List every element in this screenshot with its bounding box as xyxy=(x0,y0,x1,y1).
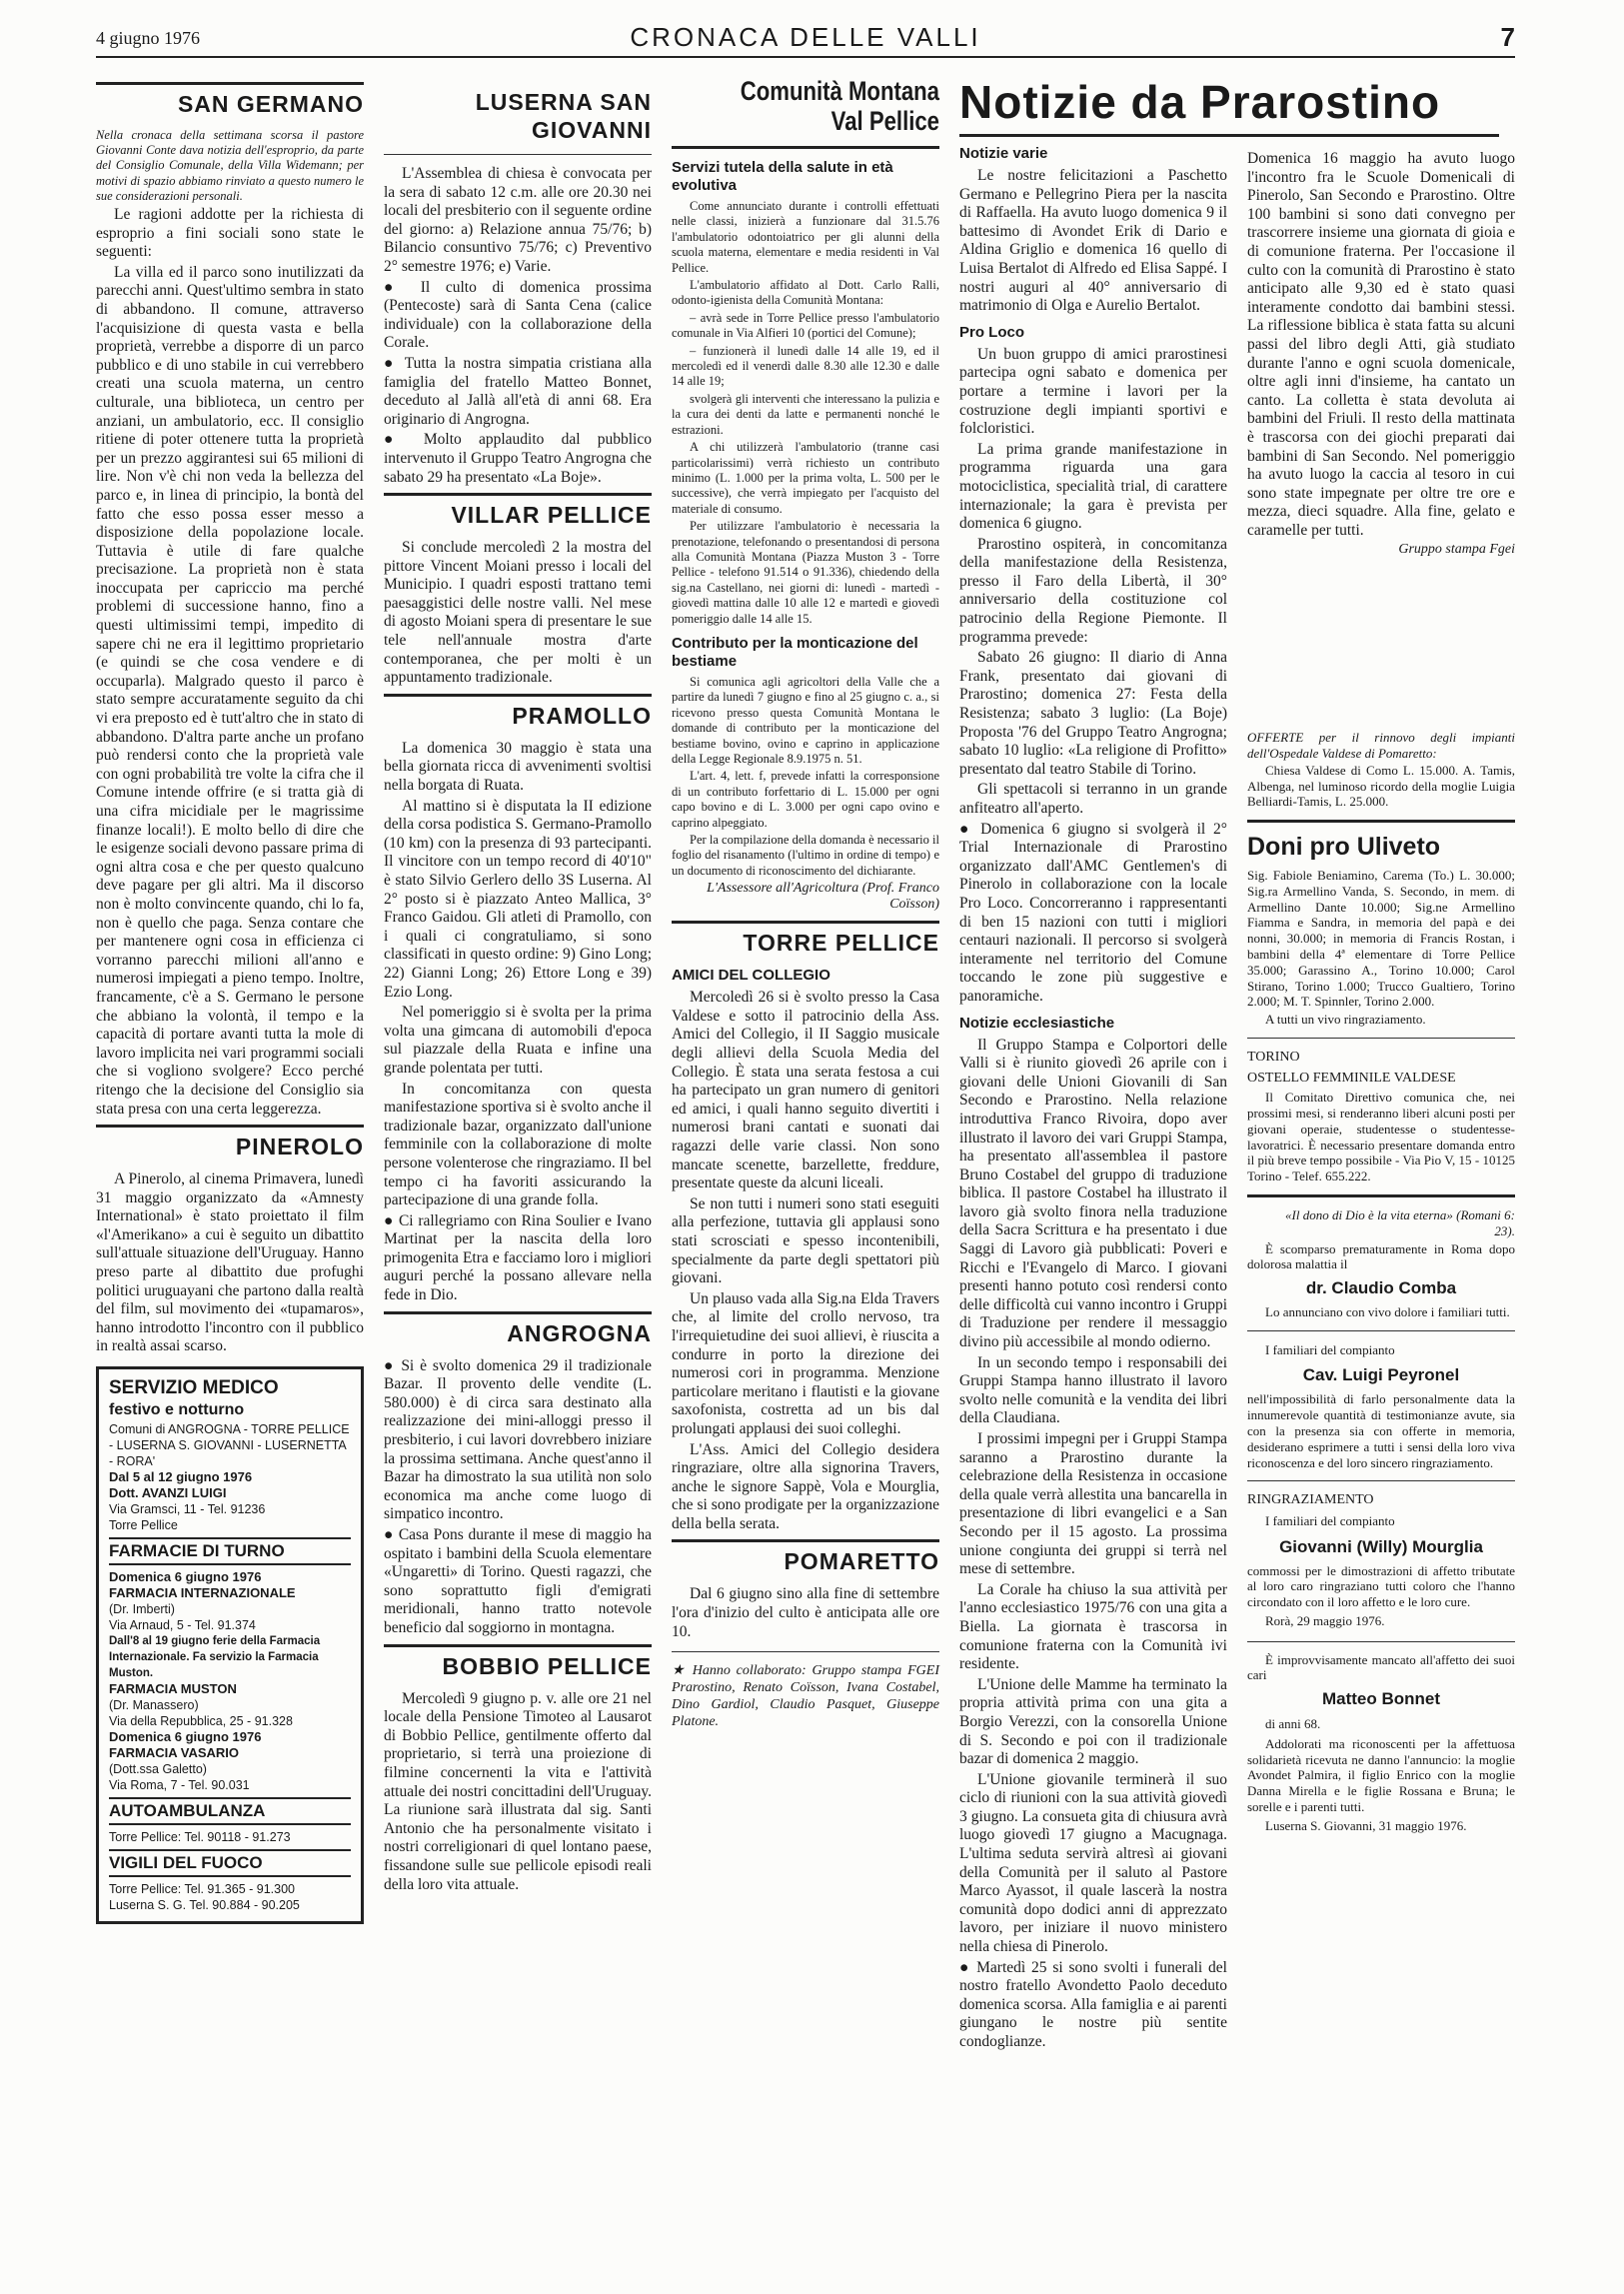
heading-pomaretto: POMARETTO xyxy=(672,1539,939,1575)
box-text: (Dr. Imberti) xyxy=(109,1602,175,1617)
column-2 xyxy=(384,76,652,2275)
heading-prarostino: Notizie da Prarostino xyxy=(959,76,1499,137)
paragraph: ● Tutta la nostra simpatia cristiana alla famiglia del fratello Matteo Bonnet, deceduto al Jallà all'età di anni 68. Era originario di Angrogna. xyxy=(384,355,652,429)
obituary-text: Lo annunciano con vivo dolore i familiari tutti. xyxy=(1265,1304,1510,1320)
paragraph: L'art. 4, lett. f, prevede infatti la corresponsione di un contributo forfettario di L. 15.000 per ogni capo bovino e di L. 3.000 per ogni capo ovino e caprino alpeggiato. xyxy=(672,769,939,830)
obituary-name: dr. Claudio Comba xyxy=(1305,1278,1457,1298)
paragraph: Dal 6 giugno sino alla fine di settembre l'ora d'inizio del culto è anticipata alle ore 10. xyxy=(672,1585,939,1640)
collaborators-note: ★ Hanno collaborato: Gruppo stampa FGEI Prarostino, Renato Coïsson, Ivana Costabel, Dino Gardiol, Claudio Pasquet, Giuseppe Platone. xyxy=(672,1662,939,1730)
ringraziamento-heading: RINGRAZIAMENTO xyxy=(1247,1492,1374,1508)
newspaper-section-title: CRONACA DELLE VALLI xyxy=(630,22,981,52)
subheading: Notizie ecclesiastiche xyxy=(959,1014,1115,1032)
box-subtitle: festivo e notturno xyxy=(109,1401,245,1419)
paragraph: ● Molto applaudito dal pubblico intervenuto il Gruppo Teatro Angrogna che sabato 29 ha presentato «La Boje». xyxy=(384,431,652,487)
bible-quote: «Il dono di Dio è la vita eterna» (Romani 6: 23). xyxy=(1285,1206,1515,1238)
paragraph: In concomitanza con questa manifestazione sportiva si è svolto anche il tradizionale bazar, organizzato dall'unione femminile con la collaborazione di molte persone volenterose che ringraziamo. Il bel tempo ci ha favoriti assicurando la partecipazione di una grande folla. xyxy=(384,1080,652,1209)
obituary-text: Addolorati ma riconoscenti per la affettuosa solidarietà ricevuta ne danno l'annuncio: la moglie Avondet Palmira, il figlio Enrico con la moglie Danna Mirella e le figlie Rossana e Bruna; le sorelle e i parenti tutti. xyxy=(1247,1735,1515,1815)
paragraph: Domenica 16 maggio ha avuto luogo l'incontro fra le Scuole Domenicali di Pinerolo, San Secondo e Prarostino. Oltre 100 bambini si sono dati convegno per trascorrere insieme una giornata di gioia e di comunione fraterna. Per l'occasione il culto con la comunità di Prarostino è stato anticipato alle 9,30 ed è stato quasi interamente condotto dai bambini stessi. La riflessione biblica è stata fatta su alcuni passi del libro degli Atti, già studiato durante l'anno e ogni scuola domenicale, oltre agli inni d'insieme, ha cantato un canto. La colletta è stata devoluta ai bambini del Friuli. Il resto della mattinata è trascorsa con dei giochi preparati dai bambini di San Secondo. Nel pomeriggio ha avuto luogo la caccia al tesoro in cui sono state impegnate per oltre tre ore e mezza, dieci squadre. Alla fine, gelato e caramelle per tutti. xyxy=(1247,150,1515,539)
paragraph: Un buon gruppo di amici prarostinesi partecipa ogni sabato e domenica per portare a termine i lavori per la costruzione degli impianti sportivi e folcloristici. xyxy=(959,345,1227,438)
paragraph: svolgerà gli interventi che interessano la pulizia e la cura dei denti da latte e permanenti nonché le estrazioni. xyxy=(672,391,939,437)
signature: Gruppo stampa Fgei xyxy=(1398,542,1515,558)
subheading: Servizi tutela della salute in età evolutiva xyxy=(672,159,893,194)
box-text: Comuni di ANGROGNA - TORRE PELLICE - LUSERNA S. GIOVANNI - LUSERNETTA - RORA' xyxy=(109,1422,350,1469)
paragraph: Per la compilazione della domanda è necessario il foglio del risanamento (l'ultimo in ordine di tempo) e un documento di riconoscimento del dichiarante. xyxy=(672,833,939,878)
paragraph: Nel pomeriggio si è svolta per la prima volta una gimcana di automobili d'epoca sul piazzale della Ruata e infine una grande polentata per tutti. xyxy=(384,1004,652,1077)
obituary-place: Luserna S. Giovanni, 31 maggio 1976. xyxy=(1265,1817,1467,1833)
subheading: Contributo per la monticazione del bestiame xyxy=(672,634,918,670)
paragraph: L'Unione giovanile terminerà il suo ciclo di riunioni con la sua attività giovedì 3 giugno. La consueta gita di chiusura avrà luogo giovedì 17 giugno a Macugnaga. L'ultima seduta servirà altresì ai giovani della Comunità per il saluto al Pastore Marco Ayassot, il quale lascerà la nostra comunità dopo dodici anni di apprezzato lavoro, per iniziare il nuovo ministero nella chiesa di Pinerolo. xyxy=(959,1770,1227,1956)
issue-date: 4 giugno 1976 xyxy=(96,28,201,48)
paragraph: Si comunica agli agricoltori della Valle che a partire da lunedì 7 giugno e fino al 25 giugno c. a., si ricevono presso questa Comunità Montana le domande di contributo per la monticazione del bestiame bovino, ovino e caprino in applicazione della Legge Regionale 8.9.1975 n. 51. xyxy=(672,674,939,766)
paragraph: ● Ci rallegriamo con Rina Soulier e Ivano Martinat per la nascita della loro primogenita Etra e facciamo loro i migliori auguri perché la possano allevare nella fede in Dio. xyxy=(384,1212,652,1305)
paragraph: – avrà sede in Torre Pellice presso l'ambulatorio comunale in Via Alfieri 10 (portici del Comune); xyxy=(672,310,939,341)
obituary-text: È improvvisamente mancato all'affetto dei suoi cari xyxy=(1247,1651,1515,1683)
thanks-text: commossi per le dimostrazioni di affetto tributate al loro caro ringraziano tutti coloro che l'hanno circondato con il loro affetto e le loro cure. xyxy=(1247,1562,1515,1610)
box-text: (Dr. Manassero) xyxy=(109,1698,199,1713)
paragraph: In un secondo tempo i responsabili dei Gruppi Stampa hanno illustrato il lavoro svolto nelle comunità e la vendita dei libri della Claudiana. xyxy=(959,1353,1227,1427)
paragraph: Al mattino si è disputata la II edizione della corsa podistica S. Germano-Pramollo (10 km) con la presenza di 93 partecipanti. Il vincitore con un tempo record di 40'10" è stato Silvio Gerlero dello 3S Luserna. Al 2° posto si è piazzato Anteo Mallica, 3° Franco Gaidou. Gli atleti di Pramollo, con i quali ci congratuliamo, si sono classificati in questo ordine: 9) Gino Long; 22) Gianni Long; 26) Ettore Long e 39) Ezio Long. xyxy=(384,797,652,1001)
box-doctor: Dott. AVANZI LUIGI xyxy=(109,1485,227,1501)
box-section-title: AUTOAMBULANZA xyxy=(109,1797,351,1825)
ostello-heading: OSTELLO FEMMINILE VALDESE xyxy=(1247,1070,1456,1086)
paragraph: Come annunciato durante i controlli effettuati nelle classi, inizierà a funzionare dal 31.5.76 l'ambulatorio odontoiatrico per gli alunni della scuola materna, elementare e media residenti in Val Pellice. xyxy=(672,199,939,275)
obituary-text: È scomparso prematuramente in Roma dopo dolorosa malattia il xyxy=(1247,1240,1515,1272)
heading-comunita-montana: Comunità Montana Val Pellice xyxy=(740,76,939,136)
box-text: Torre Pellice: Tel. 90118 - 91.273 xyxy=(109,1830,291,1845)
heading-angrogna: ANGROGNA xyxy=(384,1311,652,1347)
column-3 xyxy=(672,76,939,2275)
paragraph: Prarostino ospiterà, in concomitanza della manifestazione della Resistenza, presso il Faro della Libertà, il 30° anniversario della costituzione col patrocinio della Regione Piemonte. Il programma prevede: xyxy=(959,535,1227,646)
box-dates: Dal 5 al 12 giugno 1976 xyxy=(109,1469,253,1485)
ostello-text: Il Comitato Direttivo comunica che, nei prossimi mesi, si renderanno liberi alcuni posti per giovani operaie, studentesse o studentesse-lavoratrici. È necessario presentare domanda entro il più breve tempo possibile - Via Pio V, 15 - 10125 Torino - Telef. 655.222. xyxy=(1247,1090,1515,1184)
paragraph: Gli spettacoli si terranno in un grande anfiteatro all'aperto. xyxy=(959,781,1227,817)
thanks-intro: I familiari del compianto xyxy=(1265,1341,1395,1357)
intro-note: Nella cronaca della settimana scorsa il pastore Giovanni Conte dava notizia dell'esproprio, da parte del Consiglio Comunale, della Villa Widemann; per motivi di spazio abbiamo rinviato a questo numero le sue considerazioni personali. xyxy=(96,128,364,203)
paragraph: ● Il culto di domenica prossima (Pentecoste) sarà di Santa Cena (calice individuale) con la collaborazione della Corale. xyxy=(384,279,652,353)
thanks-text: nell'impossibilità di farlo personalmente data la innumerevole quantità di testimonianze avute, sia con la presenza sia con offerte in memoria, desiderano esprimere a tutti i sensi della loro viva riconoscenza e del loro sincero ringraziamento. xyxy=(1247,1391,1515,1470)
heading-doni-pro-uliveto: Doni pro Uliveto xyxy=(1247,832,1441,861)
box-text: Via Gramsci, 11 - Tel. 91236 xyxy=(109,1502,266,1517)
paragraph: La Corale ha chiuso la sua attività per l'anno ecclesiastico 1975/76 con una gita a Biella. La giornata è trascorsa in comunione fraterna con la Comunità ivi residente. xyxy=(959,1580,1227,1673)
paragraph: La villa ed il parco sono inutilizzati da parecchi anni. Quest'ultimo sembra in stato di abbandono. Il comune, attraverso l'acquisizione di questa vasta e bella proprietà, verrebbe a disporre di un parco pubblico e di uno stabile in cui verrebbero creati una scuola materna, un centro culturale, una biblioteca, un centro per anziani, un ambulatorio, ecc. Il consiglio ritiene di poter ottenere tutta la proprietà per un prezzo aggirantesi sui 65 milioni di lire. Non v'è chi non veda la bellezza del parco e, in linea di principio, la bontà del fatto che esso possa esser messo a disposizione della popolazione locale. Tuttavia è utile di fare qualche precisazione. La proprietà non è stata inoccupata per capriccio ma perché problemi di successione hanno, fino a questi ultimissimi tempi, impedito di sapere chi ne era il legittimo proprietario (e quindi se che cosa vendere e di occuparla). Malgrado questo il parco è stato sempre accuratamente seguito da chi vi era preposto ed è tutt'altro che in stato di abbandono. D'altra parte anche un profano può rendersi conto che la proprietà vale con ogni probabilità tre volte la cifra che il Comune intende offrire (e si tratta già di una cifra micidiale per le magrissime finanze locali!). E molto bello di dire che le esigenze sociali devono passare prima di ogni altra cosa e che per questo qualcuno deve pagare per gli altri. Ma il discorso non è molto convincente quando, chi lo fa, non è quello che paga. Senza contare che per mantenere ogni cosa in efficienza ci vorranno parecchi milioni all'anno e numerosi impiegati a pieno tempo. Inoltre, francamente, c'è a S. Germano le persone che abbiano la volontà, il tempo e la capacità di portare avanti tutta la mole di lavoro implicita nei vari programmi sociali che si vogliono svolgere? Ecco perché ritengo che la decisione del Consiglio sia stata presa con una certa leggerezza. xyxy=(96,263,364,1118)
paragraph: Se non tutti i numeri sono stati eseguiti alla perfezione, tuttavia gli applausi sono stati scrosciati e spesso incontenibili, specialmente da parte degli spettatori più giovani. xyxy=(672,1194,939,1287)
box-pharmacy: FARMACIA MUSTON xyxy=(109,1681,237,1697)
box-section-title: FARMACIE DI TURNO xyxy=(109,1537,351,1565)
heading-bobbio-pellice: BOBBIO PELLICE xyxy=(384,1644,652,1680)
doni-thanks: A tutti un vivo ringraziamento. xyxy=(1265,1012,1426,1028)
paragraph: Si conclude mercoledì 2 la mostra del pittore Vincent Moiani presso i locali del Municipio. I quadri esposti trattano temi paesaggistici delle nostre valli. Nel mese di agosto Moiani spera di presentare le sue tele nell'annuale mostra d'arte contemporanea, che per molti è un appuntamento tradizionale. xyxy=(384,539,652,687)
medical-service-box xyxy=(96,1366,364,1924)
heading-san-germano: SAN GERMANO xyxy=(96,82,364,118)
prarostino-title-wrap xyxy=(959,76,1499,137)
paragraph: ● Domenica 6 giugno si svolgerà il 2° Trial Internazionale di Prarostino organizzato dall'AMC Gentlemen's di Pinerolo in collaborazione con la locale Pro Loco. Concorreranno i rappresentanti di ben 15 nazioni con tutti i migliori centauri nazionali. Il percorso si svolgerà interamente nel territorio del Comune toccando le zone più suggestive e panoramiche. xyxy=(959,821,1227,1007)
paragraph: A chi utilizzerà l'ambulatorio (tranne casi particolarissimi) verrà richiesto un contributo minimo (L. 1.000 per la prima volta, L. 500 per le successive), che verrà impiegato per l'acquisto del materiale di consumo. xyxy=(672,440,939,516)
doni-text: Sig. Fabiole Beniamino, Carema (To.) L. 30.000; Sig.ra Armellino Vanda, S. Secondo, in mem. di Armellino Dante 10.000; Sig.ne Armellino Fiamma e Sandra, in memoria del papà e dei nonni, 30.000; in memoria di Francis Rostan, i bambini della 4ª elementare di Torre Pellice 35.000; Garassino A., Torino 10.000; Carol Stirano, Torino 1.000; Trucco Gualtiero, Torino 2.000; M. T. Spinnler, Torino 2.000. xyxy=(1247,867,1515,1010)
offerte-text: Chiesa Valdese di Como L. 15.000. A. Tamis, Albenga, nel luminoso ricordo della moglie Luigia Belliardi-Tamis, L. 25.000. xyxy=(1247,763,1515,810)
paragraph: Per utilizzare l'ambulatorio è necessaria la prenotazione, telefonando o presentandosi di persona alla Comunità Montana (Piazza Muston 3 - Torre Pellice - telefono 91.514 o 91.336), chiedendo della sig.na Castellano, nei giorni di: lunedì - martedì - giovedì mattina dalle 10 alle 12 e martedì e giovedì pomeriggio dalle 14 alle 15. xyxy=(672,519,939,626)
box-pharmacy: FARMACIA VASARIO xyxy=(109,1745,239,1761)
box-text: Via Arnaud, 5 - Tel. 91.374 xyxy=(109,1618,256,1633)
torino-heading: TORINO xyxy=(1247,1049,1300,1065)
column-5-top xyxy=(1247,150,1515,730)
paragraph: L'Unione delle Mamme ha terminato la propria attività prima con una gita a Borgio Verezzi, con la consorella Unione di S. Secondo e poi con il tradizionale bazar di domenica 2 maggio. xyxy=(959,1675,1227,1768)
box-note: Dall'8 al 19 giugno ferie della Farmacia Internazionale. Fa servizio la Farmacia Muston. xyxy=(109,1635,321,1680)
subheading: Pro Loco xyxy=(959,323,1025,341)
paragraph: Le ragioni addotte per la richiesta di esproprio a fini sociali sono state le seguenti: xyxy=(96,206,364,261)
heading-pinerolo: PINEROLO xyxy=(96,1125,364,1160)
paragraph: Mercoledì 26 si è svolto presso la Casa Valdese e sotto il patrocinio della Ass. Amici del Collegio, il II Saggio musicale degli allievi della Scuola Media del Collegio. È stata una serata festosa a cui ha partecipato un gran numero di genitori ed amici, i quali hanno seguito divertiti i numerosi brani cantati e suonati dai ragazzi delle varie classi. Non sono mancate scenette, barzellette, freddure, presentate queste da alcuni liceali. xyxy=(672,989,939,1192)
box-text: Luserna S. G. Tel. 90.884 - 90.205 xyxy=(109,1898,300,1913)
paragraph: Il Gruppo Stampa e Colportori delle Valli si è riunito giovedì 26 aprile con i giovani delle Unioni Giovanili di San Secondo e Prarostino. Nella relazione introduttiva Franco Rivoira, dopo aver illustrato il lavoro dei vari Gruppi Stampa, ha presentato all'assemblea il pastore Bruno Costabel del gruppo di traduzione biblica. Il pastore Costabel ha illustrato il lavoro già svolto finora nella traduzione della Sacra Scrittura e ha presentato i due Saggi di Lavoro già pubblicati: Poveri e Ricchi e l'Evangelo di Marco. I giovani presenti hanno potuto così rendersi conto delle difficoltà cui vanno incontro i Gruppi di Traduzione per rendere il messaggio divino più accessibile al mondo odierno. xyxy=(959,1036,1227,1351)
heading-luserna: LUSERNA SAN GIOVANNI xyxy=(475,89,652,143)
paragraph: Le nostre felicitazioni a Paschetto Germano e Pellegrino Piera per la nascita di Raffaella. Ha avuto luogo domenica 9 il battesimo di Avondet Erik di Dario e Aldina Griglio e domenica 16 quello di Luisa Bertalot di Alfredo ed Elisa Sappé. I nostri auguri al 40° anniversario di matrimonio di Olga e Aurelio Bertalot. xyxy=(959,167,1227,315)
page-number: 7 xyxy=(1500,22,1515,52)
box-text: Torre Pellice: Tel. 91.365 - 91.300 xyxy=(109,1882,295,1897)
paragraph: L'Ass. Amici del Collegio desidera ringraziare, oltre alla signorina Travers, anche le signore Sappè, Vola e Mourglia, che si sono prodigate per la organizzazione della bella serata. xyxy=(672,1440,939,1532)
paragraph: – funzionerà il lunedì dalle 14 alle 19, ed il mercoledì ed il venerdì dalle 8.30 alle 12.30 e dalle 14 alle 19; xyxy=(672,343,939,389)
subheading: Notizie varie xyxy=(959,145,1048,162)
paragraph: I prossimi impegni per i Gruppi Stampa saranno a Prarostino durante la celebrazione della Resistenza in occasione della quale verrà allestita una bancarella in presentazione di libri evangelici e a San Secondo per il 15 agosto. La prossima unione congiunta dei gruppi si terrà nel mese di settembre. xyxy=(959,1430,1227,1578)
thanks-name: Cav. Luigi Peyronel xyxy=(1302,1365,1460,1385)
thanks-name: Giovanni (Willy) Mourglia xyxy=(1279,1536,1483,1556)
paragraph: ● Casa Pons durante il mese di maggio ha ospitato i bambini della Scuola elementare «Ungaretti» di Torino. Questi ragazzi, che sono soprattutto figli d'emigrati meridionali, hanno tratto notevole beneficio dal soggiorno in montagna. xyxy=(384,1526,652,1638)
obituary-age: di anni 68. xyxy=(1265,1716,1321,1732)
box-date: Domenica 6 giugno 1976 xyxy=(109,1729,262,1745)
paragraph: Un plauso vada alla Sig.na Elda Travers che, al limite del crollo nervoso, tra l'irrequietudine dei suoi allievi, è riuscita a condurre in porto la direzione dei numerosi cori in programma. Menzione particolare meritano i flautisti e la giovane saxofonista, costretta ad un bis dal prolungati applausi dei suoi colleghi. xyxy=(672,1289,939,1437)
offerte-title: OFFERTE per il rinnovo degli impianti dell'Ospedale Valdese di Pomaretto: xyxy=(1247,730,1515,761)
box-section-title: VIGILI DEL FUOCO xyxy=(109,1849,351,1877)
signature: L'Assessore all'Agricoltura (Prof. Franco Coïsson) xyxy=(707,881,939,913)
paragraph: ● Martedì 25 si sono svolti i funerali del nostro fratello Avondetto Paolo deceduto domenica scorsa. Alla famiglia e ai parenti giungano le nostre più sentite condoglianze. xyxy=(959,1959,1227,2052)
paragraph: L'Assemblea di chiesa è convocata per la sera di sabato 12 c.m. alle ore 20.30 nei locali del presbiterio con il seguente ordine del giorno: a) Relazione annua 75/76; b) Bilancio consuntivo 75/76; c) Preventivo 2° semestre 1976; e) Varie. xyxy=(384,165,652,275)
paragraph: A Pinerolo, al cinema Primavera, lunedì 31 maggio organizzato da «Amnesty International» è stato proiettato il film «l'Amerikano» a cui è seguito un dibattito sull'attuale situazione dell'Uruguay. Hanno preso parte al dibattito due profughi politici uruguayani che partono dalla realtà del film, sul movimento dei «tupamaros», hanno introdotto l'incontro con il pubblico in realtà assai scarso. xyxy=(96,1170,364,1355)
column-1 xyxy=(96,76,364,2275)
heading-villar-pellice: VILLAR PELLICE xyxy=(384,493,652,529)
paragraph: Sabato 26 giugno: Il diario di Anna Frank, presentato dai giovani di Prarostino; domenica 27: Festa della Resistenza; sabato 3 luglio: (La Boje) Proposta '76 del Gruppo Teatro Angrogna; sabato 10 luglio: «La religione di Profitto» presentato dal teatro Stabile di Torino. xyxy=(959,649,1227,778)
masthead xyxy=(96,22,1515,58)
paragraph: La domenica 30 maggio è stata una bella giornata ricca di avvenimenti svoltisi nella borgata di Ruata. xyxy=(384,739,652,795)
box-text: Via Roma, 7 - Tel. 90.031 xyxy=(109,1778,250,1793)
paragraph: L'ambulatorio affidato al Dott. Carlo Ralli, odonto-igienista della Comunità Montana: xyxy=(672,278,939,308)
box-text: (Dott.ssa Galetto) xyxy=(109,1762,207,1777)
thanks-intro: I familiari del compianto xyxy=(1265,1513,1395,1529)
box-title: SERVIZIO MEDICO xyxy=(109,1377,279,1399)
box-pharmacy: FARMACIA INTERNAZIONALE xyxy=(109,1585,296,1601)
paragraph: Mercoledì 9 giugno p. v. alle ore 21 nel locale della Pensione Timoteo al Lausarot di Bobbio Pellice, gentilmente offerto dal proprietario, si terrà una proiezione di filmine concernenti la vita e l'attività attuale dei nostri concittadini dell'Uruguay. La riunione sarà illustrata dal sig. Santi Antonio che ha personalmente visitato i nostri correligionari di quel lontano paese, fissandone sulle sue pellicole episodi reali della loro vita attuale. xyxy=(384,1689,652,1893)
box-date: Domenica 6 giugno 1976 xyxy=(109,1569,262,1585)
heading-torre-pellice: TORRE PELLICE xyxy=(672,921,939,957)
box-text: Torre Pellice xyxy=(109,1518,178,1533)
obituary-name: Matteo Bonnet xyxy=(1321,1689,1441,1709)
thanks-place: Rorà, 29 maggio 1976. xyxy=(1265,1613,1385,1629)
paragraph: La prima grande manifestazione in programma riguarda una gara motociclistica, specialità trial, di carattere internazionale; la gara è prevista per domenica 6 giugno. xyxy=(959,440,1227,533)
subheading: AMICI DEL COLLEGIO xyxy=(672,967,830,985)
paragraph: ● Si è svolto domenica 29 il tradizionale Bazar. Il provento delle vendite (L. 580.000) è di circa sara destinato alla realizzazione dei mini-alloggi presso il presbiterio, i cui lavori dovrebbero iniziare la prossima settimana. Anche quest'anno il Bazar ha dimostrato la sua utilità non solo economica ma anche come luogo di simpatico incontro. xyxy=(384,1357,652,1524)
heading-pramollo: PRAMOLLO xyxy=(384,694,652,730)
box-text: Via della Repubblica, 25 - 91.328 xyxy=(109,1714,293,1729)
